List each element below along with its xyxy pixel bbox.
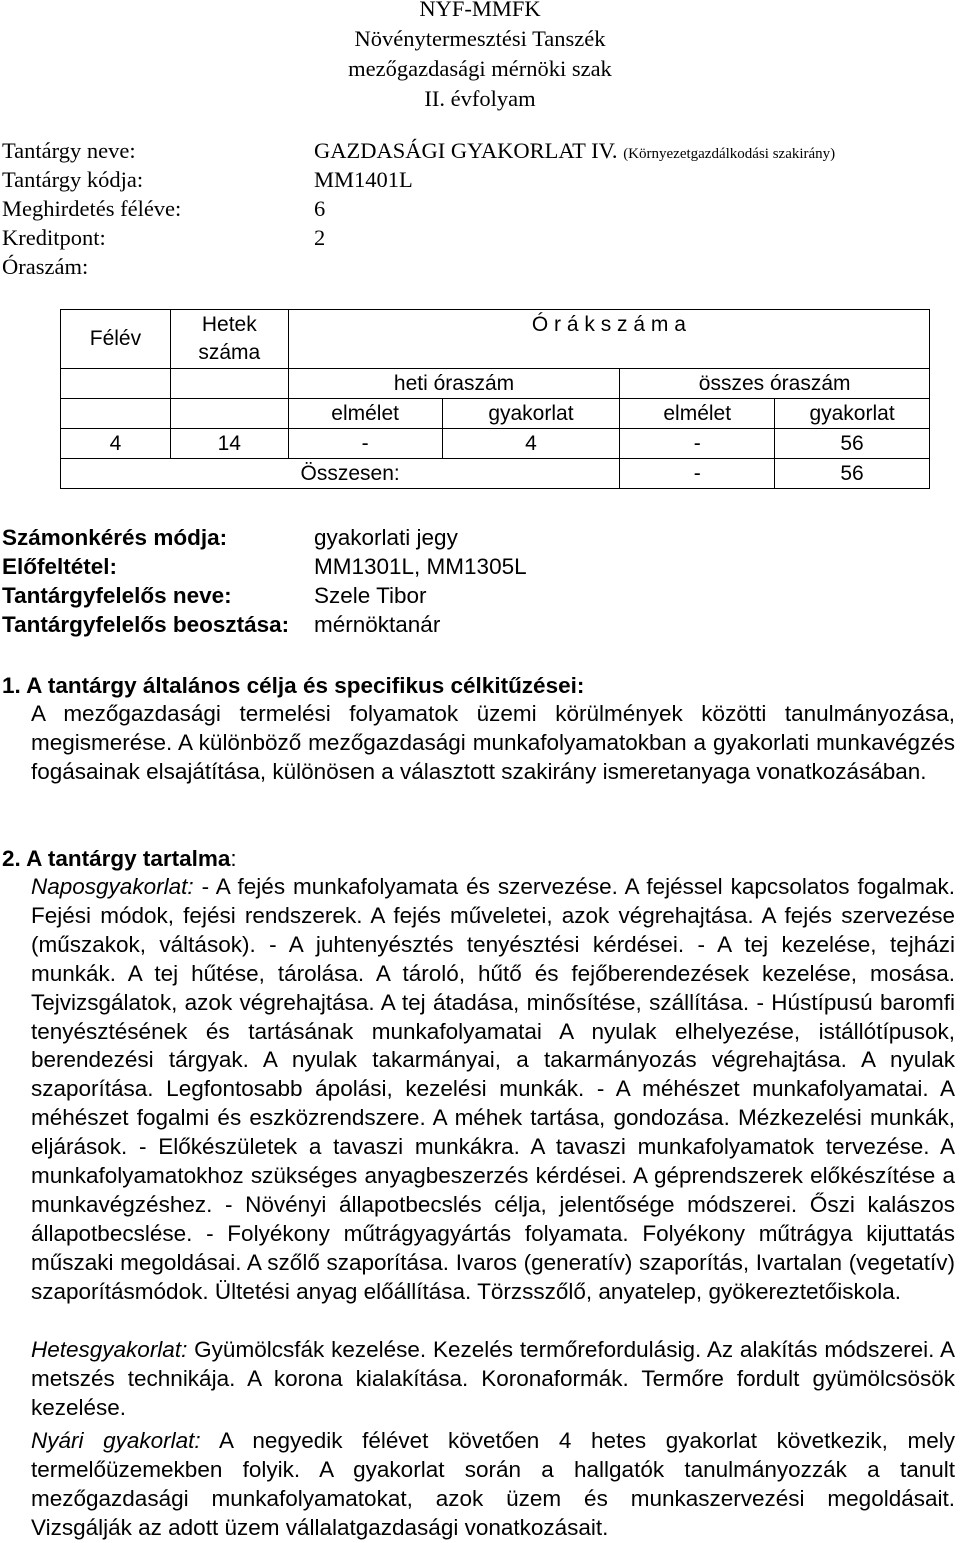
weekly-practice-lead: Hetesgyakorlat: [31,1337,188,1362]
semester-header: Félév [61,310,171,369]
summer-practice-lead: Nyári gyakorlat: [31,1428,201,1453]
credit-value: 2 [314,225,326,250]
empty-cell [170,399,288,429]
owner-name-label: Tantárgyfelelős neve: [2,583,232,608]
sum-row [61,459,930,489]
subject-name-label: Tantárgy neve: [2,138,136,163]
table-row [61,429,930,459]
owner-position-value: mérnöktanár [314,612,441,637]
empty-cell [61,399,171,429]
empty-cell [170,369,288,399]
daily-practice-lead: Naposgyakorlat: [31,874,194,899]
section2-daily-practice [31,873,955,1307]
sum-label: Összesen: [61,459,620,489]
subject-name: GAZDASÁGI GYAKORLAT IV. [314,138,618,163]
row-total-practice: 56 [775,429,930,459]
weeks-header-line1: Hetek [201,313,257,336]
weeks-header [170,310,288,369]
prerequisite-value: MM1301L, MM1305L [314,554,527,579]
sum-practice: 56 [775,459,930,489]
subject-specialization: (Környezetgazdálkodási szakirány) [623,146,836,162]
program-name: mezőgazdasági mérnöki szak [348,56,612,81]
section1-heading: 1. A tantárgy általános célja és specifikus célkitűzései: [2,673,585,698]
total-hours-header: összes óraszám [620,369,930,399]
credit-label: Kreditpont: [2,225,106,250]
subject-code-value: MM1401L [314,167,413,192]
section2-heading-text: 2. A tantárgy tartalma [2,846,231,871]
section2-weekly-practice [31,1336,955,1423]
department-name: Növénytermesztési Tanszék [354,26,606,51]
section2-summer-practice [31,1427,955,1543]
year-level: II. évfolyam [424,86,536,111]
owner-position-label: Tantárgyfelelős beosztása: [2,612,290,637]
subject-code-label: Tantárgy kódja: [2,167,144,192]
weekly-practice-header: gyakorlat [442,399,620,429]
section1-text: A mezőgazdasági termelési folyamatok üzemi körülmények közötti tanulmányozása, megismerése. A különböző mezőgazdasági munkafolyamatokban a gyakorlati munkavégzés fogásainak elsajátítása, különösen a választott szakirány ismeretanyaga vonatkozásában. [31,701,955,784]
section2-heading [2,844,237,873]
hours-label: Óraszám: [2,254,89,279]
section2-heading-colon: : [230,846,237,871]
row-weekly-theory: - [288,429,442,459]
semester-label: Meghirdetés féléve: [2,196,182,221]
weekly-hours-header: heti óraszám [288,369,620,399]
weekly-theory-header: elmélet [288,399,442,429]
hours-table [60,309,930,489]
summer-practice-text: A negyedik félévet követően 4 hetes gyakorlat következik, mely termelőüzemekben folyik. A gyakorlat során a hallgatók tanulmányozzák a tanult mezőgazdasági munkafolyamatokat, azok üzem és munkaszervezési megoldásait. Vizsgálják az adott üzem vállalatgazdasági vonatkozásait. [31,1428,956,1540]
exam-type-label: Számonkérés módja: [2,525,228,550]
row-weeks: 14 [170,429,288,459]
semester-value: 6 [314,196,326,221]
row-semester: 4 [61,429,171,459]
hours-header-spacer [288,339,929,369]
daily-practice-text: - A fejés munkafolyamata és szervezése. A fejéssel kapcsolatos fogalmak. Fejési módok, fejési rendszerek. A fejés műveletei, azok végrehajtása. A fejés szervezése (műszakok, váltások). - A juhtenyésztés tenyésztési kérdései. - A tej kezelése, tejházi munkák. A tej hűtése, tárolása. A tároló, hűtő és fejőberendezések kezelése, mosása. Tejvizsgálatok, azok végrehajtása. A tej átadása, minősítése, szállítása. - Hústípusú baromfi tenyésztésének és tartásának munkafolyamatai A nyulak elhelyezése, istállótípusok, berendezési tárgyak. A nyulak takarmányai, a takarmányozás végrehajtása. A nyulak szaporítása. Legfontosabb ápolási, kezelési munkák. - A méhészet munkafolyamatai. A méhészet fogalmi és eszközrendszere. A méhek tartása, gondozása. Mézkezelési munkák, eljárások. - Előkészületek a tavaszi munkákra. A tavaszi munkafolyamatok tervezése. A munkafolyamatokhoz szükséges anyagbeszerzés kérdései. A géprendszerek előkészítése a munkavégzéshez. - Növényi állapotbecslés célja, jelentősége módszerei. Őszi kalászos állapotbecslése. - Folyékony műtrágyagyártás folyamata. Folyékony műtrágya kijuttatás műszaki megoldásai. A szőlő szaporítása. Ivaros (generatív) szaporítás, Ivartalan (vegetatív) szaporításmódok. Ültetési anyag előállítása. Törzsszőlő, anyatelep, gyökereztetőiskola. [31,874,955,1304]
hours-header: Ó r á k s z á m a [288,310,929,340]
empty-cell [61,369,171,399]
weeks-header-line2: száma [198,341,261,364]
row-total-theory: - [620,429,775,459]
exam-type-value: gyakorlati jegy [314,525,458,550]
prerequisite-label: Előfeltétel: [2,554,118,579]
total-theory-header: elmélet [620,399,775,429]
total-practice-header: gyakorlat [775,399,930,429]
weekly-practice-text: Gyümölcsfák kezelése. Kezelés termőrefordulásig. Az alakítás módszerei. A metszés technikája. A korona kialakítása. Koronaformák. Termőre fordult gyümölcsösök kezelése. [31,1337,955,1420]
owner-name-value: Szele Tibor [314,583,427,608]
sum-theory: - [620,459,775,489]
row-weekly-practice: 4 [442,429,620,459]
institution-code: NYF-MMFK [419,0,541,21]
